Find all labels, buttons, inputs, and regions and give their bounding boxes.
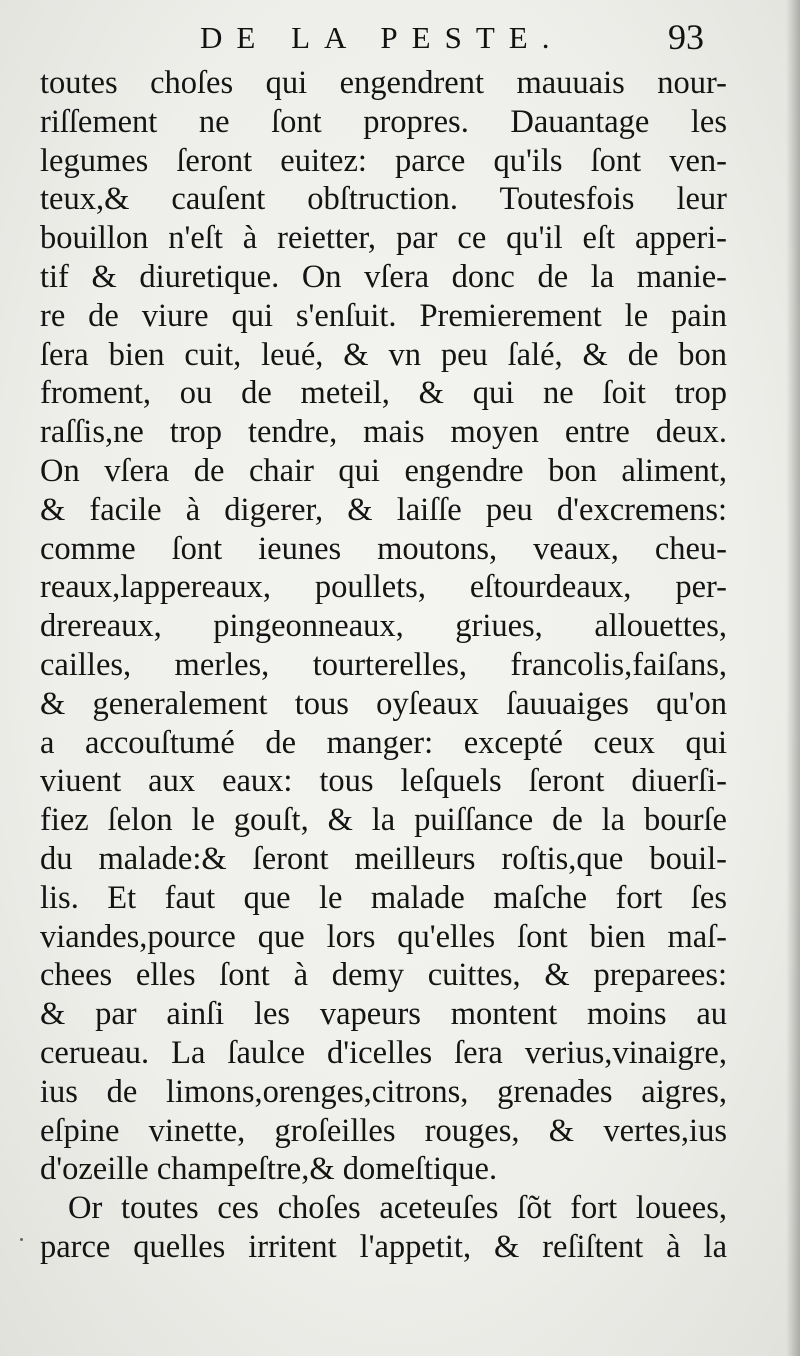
text-line: du malade:& ſeront meilleurs roſtis,que bouil- bbox=[40, 840, 727, 877]
text-line: raſſis,ne trop tendre, mais moyen entre deux. bbox=[40, 414, 727, 451]
ink-speck bbox=[20, 1238, 23, 1241]
body-text bbox=[40, 64, 727, 1267]
text-line: ſera bien cuit, leué, & vn peu ſalé, & de bon bbox=[40, 336, 727, 373]
text-line: bouillon n'eſt à reietter, par ce qu'il eſt apperi- bbox=[40, 220, 727, 257]
text-line: riſſement ne ſont propres. Dauantage les bbox=[40, 103, 727, 140]
text-line: teux,& cauſent obſtruction. Toutesfois leur bbox=[40, 181, 727, 218]
text-line: reaux,lappereaux, poullets, eſtourdeaux, per- bbox=[40, 569, 727, 606]
text-line: & facile à digerer, & laiſſe peu d'excremens: bbox=[40, 491, 727, 528]
text-line: fiez ſelon le gouſt, & la puiſſance de la bourſe bbox=[40, 802, 727, 839]
text-line: viuent aux eaux: tous leſquels ſeront diuerſi- bbox=[40, 763, 727, 800]
text-line: ius de limons,orenges,citrons, grenades aigres, bbox=[40, 1073, 727, 1110]
text-line: froment, ou de meteil, & qui ne ſoit trop bbox=[40, 375, 727, 412]
text-line: & generalement tous oyſeaux ſauuaiges qu'on bbox=[40, 685, 727, 722]
text-line: cerueau. La ſaulce d'icelles ſera verius,vinaigre, bbox=[40, 1034, 727, 1071]
text-line: a accouſtumé de manger: excepté ceux qui bbox=[40, 724, 727, 761]
text-line: toutes choſes qui engendrent mauuais nour- bbox=[40, 65, 727, 101]
text-line: cailles, merles, tourterelles, francolis,faiſans, bbox=[40, 646, 727, 683]
text-line: d'ozeille champeſtre,& domeſtique. bbox=[40, 1151, 498, 1188]
text-line: comme ſont ieunes moutons, veaux, cheu- bbox=[40, 530, 727, 567]
text-line: legumes ſeront euitez: parce qu'ils ſont ven- bbox=[40, 142, 727, 179]
page-number: 93 bbox=[668, 17, 704, 57]
text-line: re de viure qui s'enſuit. Premierement le pain bbox=[40, 297, 727, 334]
text-line: parce quelles irritent l'appetit, & reſiſtent à la bbox=[40, 1228, 727, 1265]
running-title: DE LA PESTE. bbox=[200, 20, 564, 55]
text-line: & par ainſi les vapeurs montent moins au bbox=[40, 996, 727, 1033]
text-line: viandes,pource que lors qu'elles ſont bien maſ- bbox=[40, 918, 727, 955]
text-line: drereaux, pingeonneaux, griues, allouettes, bbox=[40, 608, 727, 645]
text-line: tif & diuretique. On vſera donc de la manie- bbox=[40, 258, 727, 295]
text-line: On vſera de chair qui engendre bon aliment, bbox=[40, 452, 727, 489]
text-line: chees elles ſont à demy cuittes, & preparees: bbox=[40, 957, 727, 994]
text-line: lis. Et faut que le malade maſche fort ſes bbox=[40, 879, 727, 916]
text-line: Or toutes ces choſes aceteuſes ſõt fort louees, bbox=[68, 1190, 727, 1227]
text-line: eſpine vinette, groſeilles rouges, & vertes,ius bbox=[40, 1112, 727, 1149]
